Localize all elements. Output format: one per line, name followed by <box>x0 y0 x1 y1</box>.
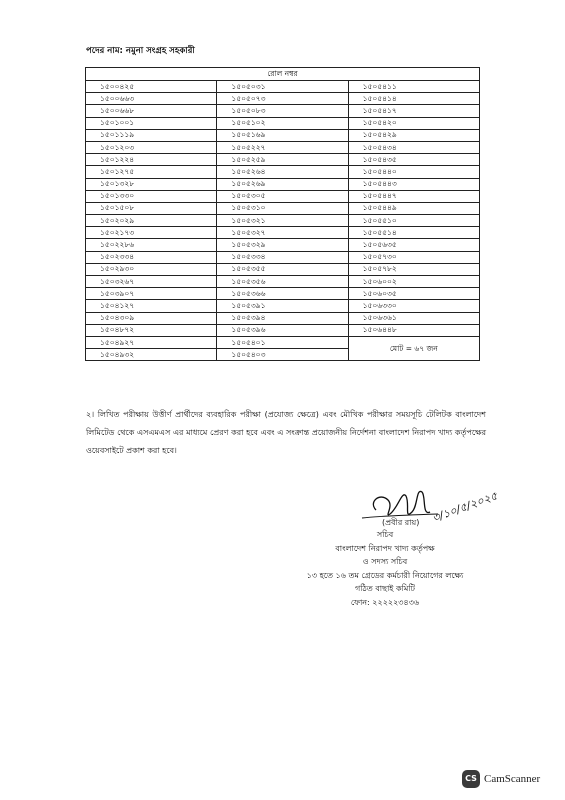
roll-cell: ১৫০৫৩৯১ <box>217 300 348 312</box>
roll-cell: ১৫০৫০৮৩ <box>217 105 348 117</box>
roll-cell: ১৫০৪৮৭২ <box>86 324 217 336</box>
roll-cell: ১৫০৫৪২৯ <box>348 129 479 141</box>
roll-cell: ১৫০১০০১ <box>86 117 217 129</box>
roll-cell: ১৫০৫২৬৯ <box>217 178 348 190</box>
table-row <box>86 215 480 227</box>
roll-cell: ১৫০৪৩০৯ <box>86 312 217 324</box>
roll-cell: ১৫০৫৫১৪ <box>348 227 479 239</box>
roll-cell: ১৫০৫৪৩৪ <box>348 141 479 153</box>
table-row <box>86 166 480 178</box>
roll-cell: ১৫০৬৩৬১ <box>348 312 479 324</box>
table-row <box>86 105 480 117</box>
post-name-label: পদের নাম: নমুনা সংগ্রহ সহকারী <box>86 46 195 56</box>
roll-cell: ১৫০৪১২৭ <box>86 300 217 312</box>
camscanner-watermark: CamScanner <box>484 773 541 785</box>
roll-cell: ১৫০৫৪০৩ <box>217 349 348 361</box>
roll-cell: ১৫০৫৭৮২ <box>348 263 479 275</box>
roll-cell: ১৫০৬০৩৫ <box>348 288 479 300</box>
table-row <box>86 239 480 251</box>
roll-cell: ১৫০৫৩৩৪ <box>217 251 348 263</box>
roll-cell: ১৫০১১১৯ <box>86 129 217 141</box>
roll-cell: ১৫০৪৯৩২ <box>86 349 217 361</box>
table-row <box>86 141 480 153</box>
roll-cell: ১৫০৫৪২০ <box>348 117 479 129</box>
roll-cell: ১৫০৫৭৩০ <box>348 251 479 263</box>
note-paragraph: ২। লিখিত পরীক্ষায় উত্তীর্ণ প্রার্থীদের ব্যবহারিক পরীক্ষা (প্রযোজ্য ক্ষেত্রে) এবং মৌখিক পরীক্ষার সময়সূচি টেলিটক বাংলাদেশ লিমিটেড থেকে এসএমএস এর মাধ্যমে প্রেরণ করা হবে এবং এ সংক্রান্ত প্রয়োজনীয় নির্দেশনা বাংলাদেশ নিরাপদ খাদ্য কর্তৃপক্ষের ওয়েবসাইটে প্রকাশ করা হবে। <box>86 410 486 455</box>
roll-number-table <box>85 67 480 361</box>
table-row <box>86 93 480 105</box>
roll-cell: ১৫০৫৪৪০ <box>348 166 479 178</box>
roll-cell: ১৫০৫৩২৯ <box>217 239 348 251</box>
roll-cell: ১৫০৫৩২৭ <box>217 227 348 239</box>
table-row <box>86 129 480 141</box>
roll-cell: ১৫০১২৭৫ <box>86 166 217 178</box>
signatory-line: ও সদস্য সচিব <box>362 557 408 566</box>
table-row <box>86 276 480 288</box>
table-row <box>86 227 480 239</box>
roll-cell: ১৫০৫২৬৪ <box>217 166 348 178</box>
roll-cell: ১৫০২০২৯ <box>86 215 217 227</box>
signatory-line: বাংলাদেশ নিরাপদ খাদ্য কর্তৃপক্ষ <box>335 543 435 553</box>
table-row <box>86 202 480 214</box>
roll-cell: ১৫০১৫০৮ <box>86 202 217 214</box>
signatory-line: গঠিত বাছাই কমিটি <box>355 584 415 593</box>
roll-cell: ১৫০৫৩৫৫ <box>217 263 348 275</box>
roll-cell: ১৫০১২২৪ <box>86 154 217 166</box>
roll-cell: ১৫০৫৩৯৬ <box>217 324 348 336</box>
signatory-line: সচিব <box>376 530 394 539</box>
roll-cell: ১৫০২৩৩৪ <box>86 251 217 263</box>
roll-cell: ১৫০৫০৩১ <box>217 81 348 93</box>
roll-cell: ১৫০০৪২৫ <box>86 81 217 93</box>
roll-cell: ১৫০৫৩০৫ <box>217 190 348 202</box>
roll-table-header: রোল নম্বর <box>86 68 480 81</box>
roll-cell: ১৫০১৩৩০ <box>86 190 217 202</box>
roll-cell: ১৫০১৩২৮ <box>86 178 217 190</box>
table-row <box>86 251 480 263</box>
table-row <box>86 288 480 300</box>
table-row <box>86 190 480 202</box>
roll-cell: ১৫০৫৩৫৬ <box>217 276 348 288</box>
signatory-line: ১৩ হতে ১৬ তম গ্রেডের কর্মচারী নিয়োগের লক্ষ্যে <box>306 570 464 580</box>
roll-cell: ১৫০৫৪৪৩ <box>348 178 479 190</box>
roll-cell: ১৫০০৬৬৩ <box>86 93 217 105</box>
table-row <box>86 336 480 348</box>
signatory-block <box>300 528 470 609</box>
roll-cell: ১৫০৫৪১৭ <box>348 105 479 117</box>
total-count: মোট = ৬৭ জন <box>348 336 479 360</box>
roll-cell: ১৫০৫২৫৯ <box>217 154 348 166</box>
roll-cell: ১৫০৫৪৪৭ <box>348 190 479 202</box>
signature-date: ৩/১০/৫/২০২৫ <box>430 489 498 525</box>
roll-cell: ১৫০১২০৩ <box>86 141 217 153</box>
roll-cell: ১৫০৫৩১০ <box>217 202 348 214</box>
roll-cell: ১৫০৫০৭৩ <box>217 93 348 105</box>
roll-cell: ১৫০৬০০২ <box>348 276 479 288</box>
signatory-name: (প্রবীর রায়) <box>382 518 420 527</box>
roll-cell: ১৫০৫৩৬৬ <box>217 288 348 300</box>
roll-cell: ১৫০৫২২৭ <box>217 141 348 153</box>
roll-cell: ১৫০৫৩২১ <box>217 215 348 227</box>
table-row <box>86 81 480 93</box>
roll-cell: ১৫০২১৭৩ <box>86 227 217 239</box>
roll-cell: ১৫০৫১৬৯ <box>217 129 348 141</box>
roll-cell: ১৫০০৬৬৮ <box>86 105 217 117</box>
roll-cell: ১৫০৫৬৩৫ <box>348 239 479 251</box>
roll-cell: ১৫০৫১০২ <box>217 117 348 129</box>
roll-cell: ১৫০৫৩৯৪ <box>217 312 348 324</box>
table-row <box>86 154 480 166</box>
roll-cell: ১৫০৫৪৪৯ <box>348 202 479 214</box>
table-row <box>86 312 480 324</box>
table-row <box>86 300 480 312</box>
roll-cell: ১৫০৫৪১১ <box>348 81 479 93</box>
roll-cell: ১৫০২২৮৬ <box>86 239 217 251</box>
roll-cell: ১৫০৩২৬৭ <box>86 276 217 288</box>
camscanner-logo-icon: CS <box>462 770 480 788</box>
table-row <box>86 263 480 275</box>
table-row <box>86 117 480 129</box>
roll-cell: ১৫০৬৪৪৮ <box>348 324 479 336</box>
roll-cell: ১৫০৫৫১০ <box>348 215 479 227</box>
roll-cell: ১৫০৩৯০৭ <box>86 288 217 300</box>
roll-cell: ১৫০৪৯২৭ <box>86 336 217 348</box>
signatory-line: ফোন: ২২২২২৩৪৩৬ <box>350 597 420 607</box>
roll-cell: ১৫০৫৪৩৫ <box>348 154 479 166</box>
roll-cell: ১৫০৬৩৩০ <box>348 300 479 312</box>
roll-cell: ১৫০৫৪১৪ <box>348 93 479 105</box>
roll-cell: ১৫০৫৪০১ <box>217 336 348 348</box>
roll-cell: ১৫০২৯৩০ <box>86 263 217 275</box>
table-row <box>86 178 480 190</box>
table-row <box>86 324 480 336</box>
